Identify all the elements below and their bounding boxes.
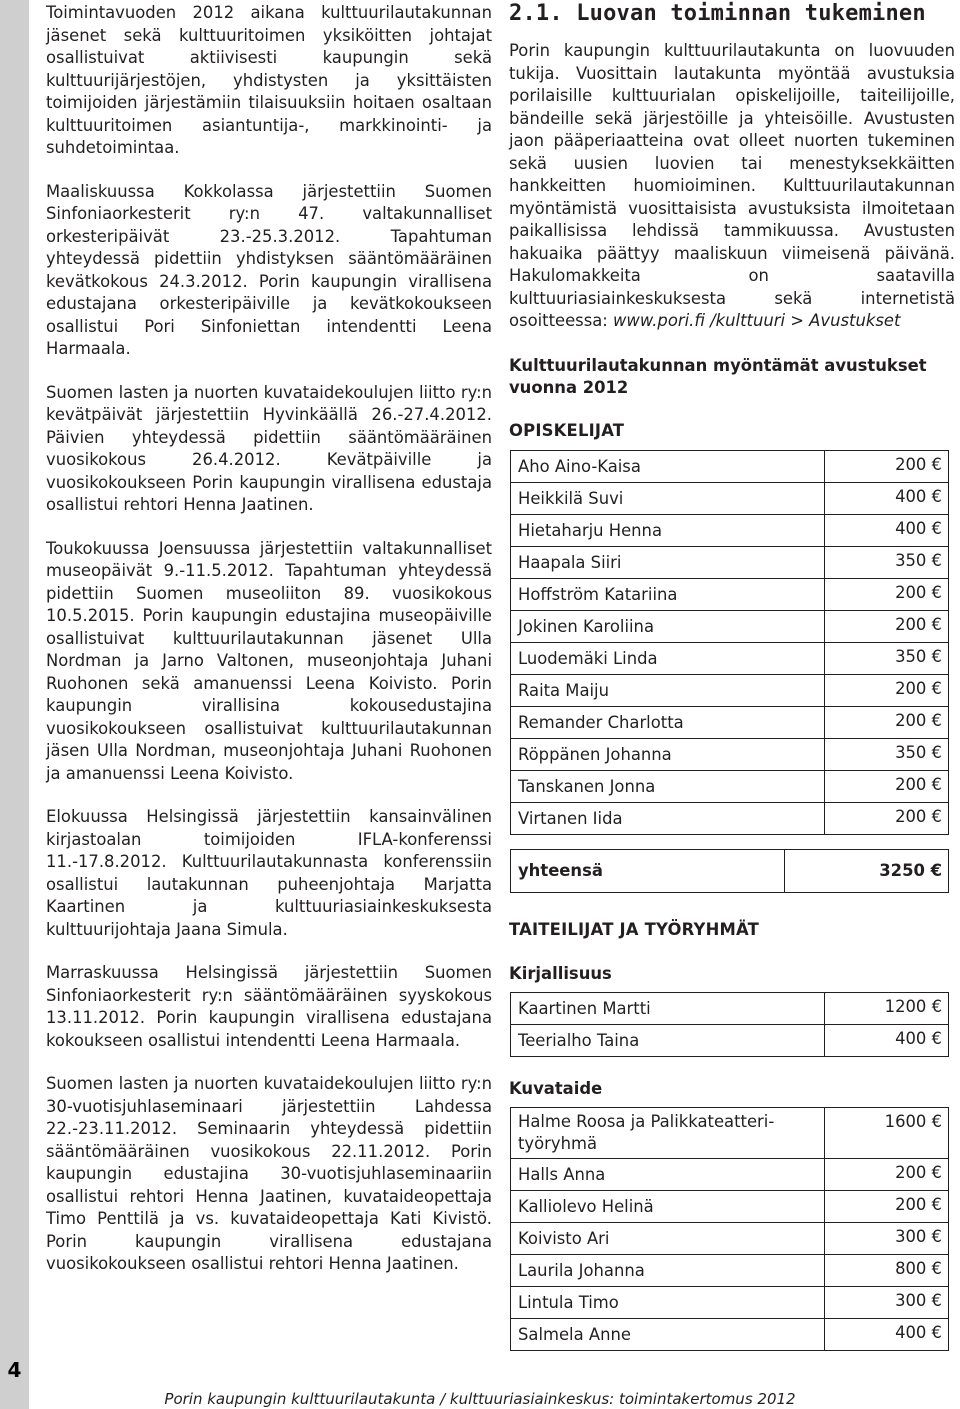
student-grant-row — [511, 642, 949, 674]
grant-amount: 1200 € — [825, 992, 949, 1024]
student-grant-row — [511, 482, 949, 514]
grant-recipient-name: Luodemäki Linda — [511, 642, 825, 674]
grant-amount: 400 € — [825, 514, 949, 546]
grant-amount: 200 € — [825, 674, 949, 706]
section-intro-text: Porin kaupungin kulttuurilautakunta on luovuuden tukija. Vuosittain lautakunta myöntää avustuksia porilaisille kulttuurialan opiskelijoille, taiteilijoille, bändeille sekä järjestöille ja yhteisöille. Avustusten jaon pääperiaatteina ovat olleet nuorten tukeminen sekä uusien luovien tai menestyksekkäitten hankkeitten huomioiminen. Kulttuurilautakunnan myöntämistä vuosittaisista avustuksista ilmoitetaan paikallisissa lehdissä tammikuussa. Avustusten hakuaika päättyy maaliskuun viimeisenä päivänä. Hakulomakkeita on saatavilla kulttuuriasiainkeskuksesta sekä internetistä osoitteessa: — [509, 41, 955, 330]
student-grant-row — [511, 706, 949, 738]
grant-recipient-name: Kaartinen Martti — [511, 992, 825, 1024]
paragraph-ifla-conference: Elokuussa Helsingissä järjestettiin kansainvälinen kirjastoalan toimijoiden IFLA-konferenssi 11.-17.8.2012. Kulttuurilautakunnasta konferenssiin osallistui lautakunnan puheenjohtaja Marjatta Kaartinen ja kulttuuriasiainkeskuksesta kulttuurijohtaja Jaana Simula. — [46, 807, 492, 939]
grant-amount: 200 € — [825, 610, 949, 642]
student-grant-row — [511, 738, 949, 770]
students-table — [510, 450, 949, 835]
grant-recipient-name: Kalliolevo Helinä — [511, 1190, 825, 1222]
literature-table — [510, 992, 949, 1057]
grant-amount: 300 € — [825, 1222, 949, 1254]
paragraph-museum-days: Toukokuussa Joensuussa järjestettiin valtakunnalliset museopäivät 9.-11.5.2012. Tapahtuman yhteydessä pidettiin Suomen museoliiton 89. vuosikokous 10.5.2015. Porin kaupungin edustajina museopäiville osallistuivat kulttuurilautakunnan jäsenet Ulla Nordman ja Jarno Valtonen, museonjohtaja Juhani Ruohonen sekä amanuenssi Leena Koivisto. Porin kaupungin virallisina kokousedustajina vuosikokoukseen osallistuivat kulttuurilautakunnan jäsen Ulla Nordman, museonjohtaja Juhani Ruohonen ja amanuenssi Leena Koivisto. — [46, 538, 492, 783]
grant-amount: 800 € — [825, 1254, 949, 1286]
grant-amount: 350 € — [825, 642, 949, 674]
student-grant-row — [511, 578, 949, 610]
student-grant-row — [511, 610, 949, 642]
grant-amount: 200 € — [825, 450, 949, 482]
student-grant-row — [511, 514, 949, 546]
students-heading: OPISKELIJAT — [509, 420, 625, 440]
artists-heading: TAITEILIJAT JA TYÖRYHMÄT — [509, 919, 760, 939]
page-footer: Porin kaupungin kulttuurilautakunta / kulttuuriasiainkeskus: toimintakertomus 2012 — [164, 1390, 796, 1408]
grant-recipient-name: Heikkilä Suvi — [511, 482, 825, 514]
paragraph-orchestra-autumn: Marraskuussa Helsingissä järjestettiin Suomen Sinfoniaorkesterit ry:n sääntömääräinen syyskokous 13.11.2012. Porin kaupungin virallisena edustajana kokoukseen osallistui intendentti Leena Harmaala. — [46, 963, 492, 1050]
grant-recipient-name: Halme Roosa ja Palikkateatteri-työryhmä — [511, 1107, 825, 1158]
paragraph-art-schools-seminar: Suomen lasten ja nuorten kuvataidekoulujen liitto ry:n 30-vuotisjuhlaseminaari järjestettiin Lahdessa 22.-23.11.2012. Seminaarin yhteydessä pidettiin sääntömääräinen vuosikokous 22.11.2012. Porin kaupungin edustajina 30-vuotisjuhlaseminaariin osallistui rehtori Henna Jaatinen, kuvataideopettaja Timo Penttilä ja vs. kuvataideopettaja Kati Kivistö. Porin kaupungin virallisena edustajana vuosikokoukseen osallistui rehtori Henna Jaatinen. — [46, 1074, 492, 1273]
grant-recipient-name: Röppänen Johanna — [511, 738, 825, 770]
grant-recipient-name: Jokinen Karoliina — [511, 610, 825, 642]
grant-recipient-name: Hietaharju Henna — [511, 514, 825, 546]
grant-amount: 350 € — [825, 546, 949, 578]
grant-amount: 200 € — [825, 802, 949, 834]
student-grant-row — [511, 674, 949, 706]
grant-amount: 200 € — [825, 578, 949, 610]
grant-amount: 200 € — [825, 770, 949, 802]
section-intro — [509, 40, 955, 333]
visual-art-table — [510, 1107, 949, 1351]
grants-link[interactable]: www.pori.fi /kulttuuri > Avustukset — [613, 311, 901, 330]
grant-amount: 350 € — [825, 738, 949, 770]
grant-recipient-name: Raita Maiju — [511, 674, 825, 706]
grant-amount: 300 € — [825, 1286, 949, 1318]
grant-amount: 1600 € — [825, 1107, 949, 1158]
grant-recipient-name: Koivisto Ari — [511, 1222, 825, 1254]
student-grant-row — [511, 546, 949, 578]
grant-recipient-name: Teerialho Taina — [511, 1024, 825, 1056]
paragraph-orchestra-days: Maaliskuussa Kokkolassa järjestettiin Suomen Sinfoniaorkesterit ry:n 47. valtakunnalliset orkesteripäivät 23.-25.3.2012. Tapahtuman yhteydessä pidettiin yhdistyksen sääntömääräinen kevätkokous 24.3.2012. Porin kaupungin virallisena edustajana orkesteripäiville ja kevätkokoukseen osallistui Pori Sinfoniettan intendentti Leena Harmaala. — [46, 181, 492, 358]
grant-recipient-name: Halls Anna — [511, 1158, 825, 1190]
grant-recipient-name: Haapala Siiri — [511, 546, 825, 578]
visual-art-grant-row — [511, 1222, 949, 1254]
literature-grant-row — [511, 992, 949, 1024]
visual-art-grant-row — [511, 1190, 949, 1222]
grant-recipient-name: Lintula Timo — [511, 1286, 825, 1318]
grant-recipient-name: Virtanen Iida — [511, 802, 825, 834]
visual-art-grant-row — [511, 1254, 949, 1286]
total-label: yhteensä — [511, 849, 785, 892]
student-grant-row — [511, 770, 949, 802]
grant-recipient-name: Hoffström Katariina — [511, 578, 825, 610]
left-column — [46, 0, 492, 1297]
grant-recipient-name: Salmela Anne — [511, 1318, 825, 1350]
total-amount: 3250 € — [785, 849, 949, 892]
grant-amount: 400 € — [825, 1024, 949, 1056]
paragraph-art-schools-spring: Suomen lasten ja nuorten kuvataidekoulujen liitto ry:n kevätpäivät järjestettiin Hyvinkäällä 26.-27.4.2012. Päivien yhteydessä pidettiin sääntömääräinen vuosikokous 26.4.2012. Kevätpäiville ja vuosikokoukseen Porin kaupungin virallisena edustaja osallistui rehtori Henna Jaatinen. — [46, 382, 492, 514]
students-total-table — [510, 849, 949, 893]
visual-art-grant-row — [511, 1107, 949, 1158]
page-gutter — [0, 0, 29, 1409]
total-row — [511, 849, 949, 892]
section-title: 2.1. Luovan toiminnan tukeminen — [509, 1, 926, 26]
paragraph-intro: Toimintavuoden 2012 aikana kulttuurilautakunnan jäsenet sekä kulttuuritoimen yksiköitten johtajat osallistuivat aktiivisesti kaupungin sekä kulttuurijärjestöjen, yhdistysten ja yksittäisten toimijoiden järjestämiin tilaisuuksiin hoitaen osaltaan kulttuuritoimen asiantuntija-, markkinointi- ja suhdetoimintaa. — [46, 3, 492, 157]
grant-recipient-name: Laurila Johanna — [511, 1254, 825, 1286]
grant-amount: 400 € — [825, 482, 949, 514]
grant-amount: 200 € — [825, 1190, 949, 1222]
grant-amount: 200 € — [825, 706, 949, 738]
visual-art-grant-row — [511, 1286, 949, 1318]
grant-amount: 400 € — [825, 1318, 949, 1350]
visual-art-heading: Kuvataide — [509, 1078, 603, 1098]
student-grant-row — [511, 802, 949, 834]
student-grant-row — [511, 450, 949, 482]
grant-amount: 200 € — [825, 1158, 949, 1190]
literature-grant-row — [511, 1024, 949, 1056]
visual-art-grant-row — [511, 1158, 949, 1190]
literature-heading: Kirjallisuus — [509, 963, 612, 983]
grant-recipient-name: Tanskanen Jonna — [511, 770, 825, 802]
visual-art-grant-row — [511, 1318, 949, 1350]
page-number: 4 — [7, 1358, 22, 1382]
grant-recipient-name: Aho Aino-Kaisa — [511, 450, 825, 482]
right-column — [509, 0, 955, 1351]
grant-recipient-name: Remander Charlotta — [511, 706, 825, 738]
grants-heading: Kulttuurilautakunnan myöntämät avustukset vuonna 2012 — [509, 355, 927, 397]
